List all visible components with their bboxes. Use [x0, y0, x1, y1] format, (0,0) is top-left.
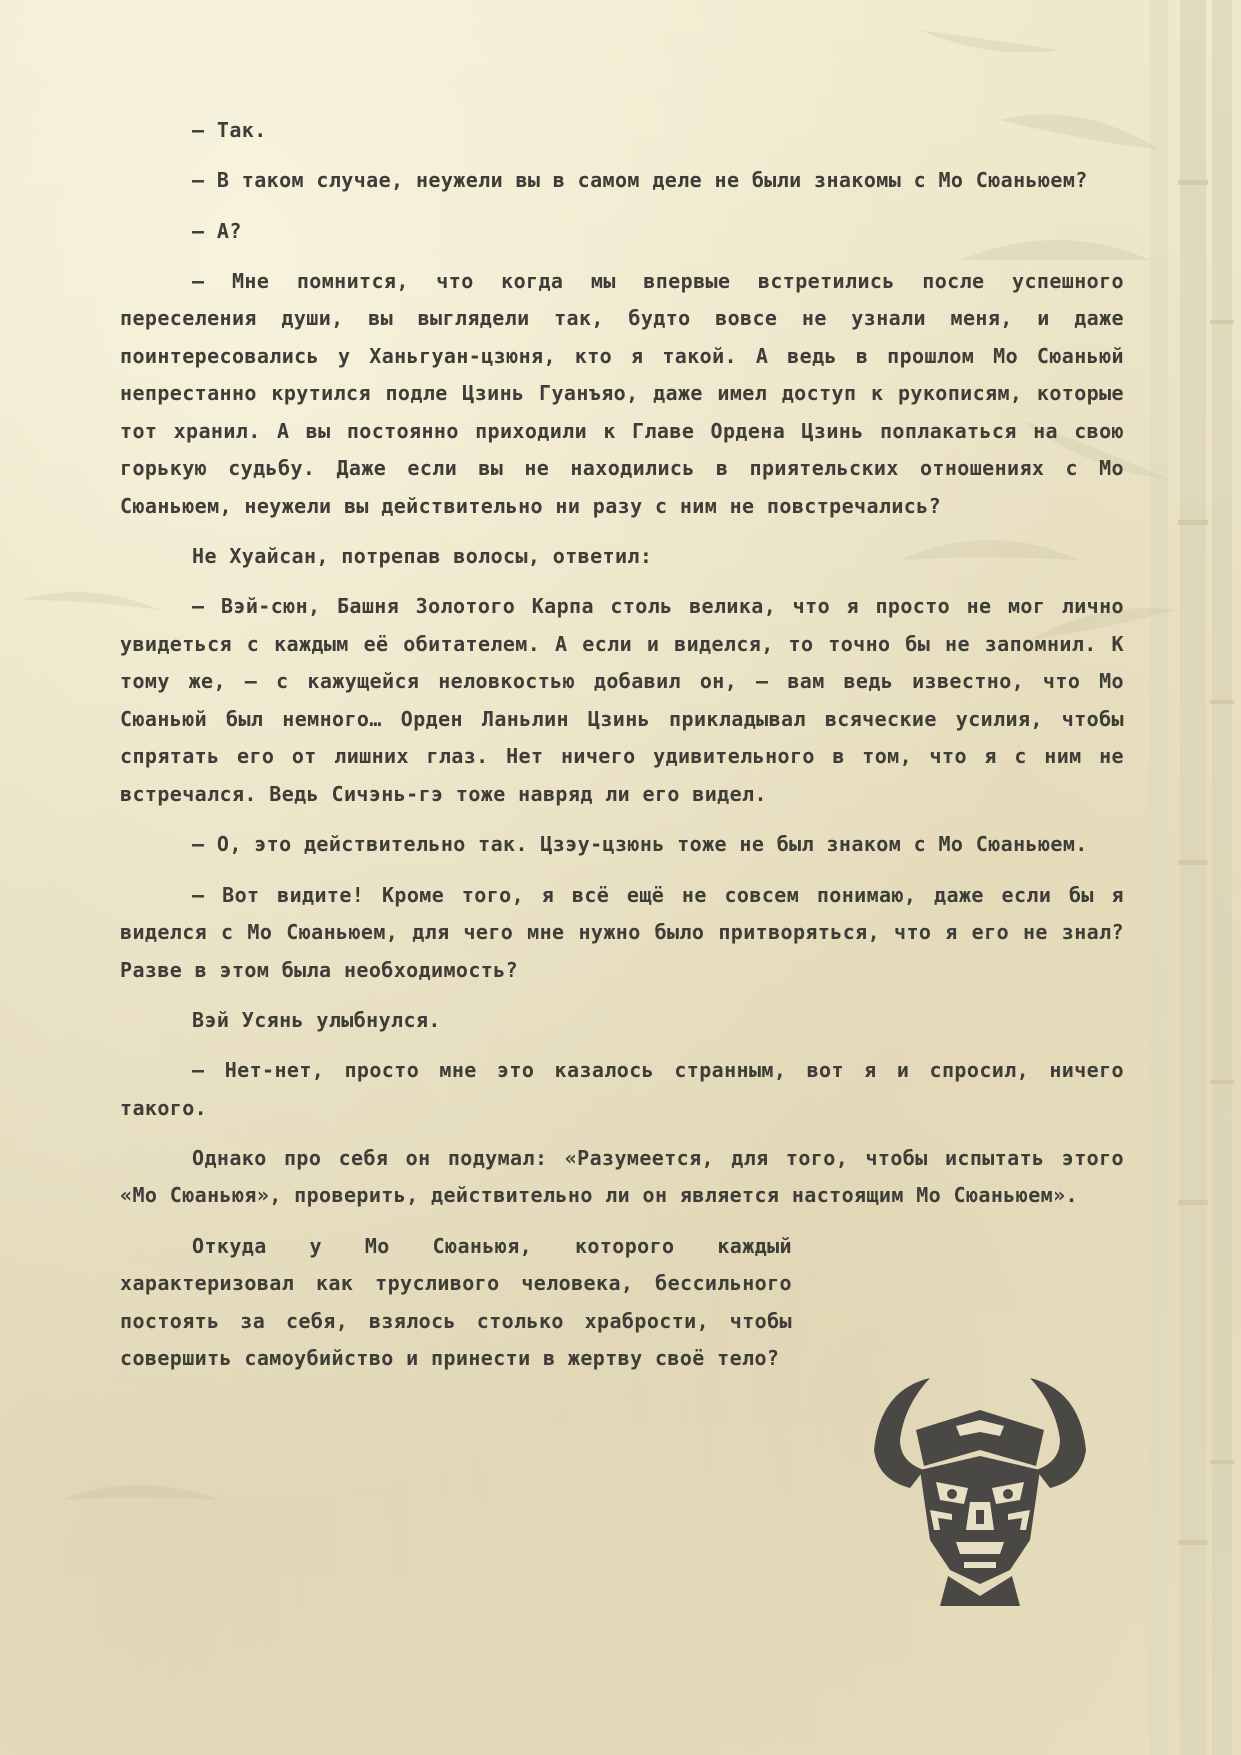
paragraph-5: Не Хуайсан, потрепав волосы, ответил:: [192, 544, 653, 569]
text-body: [120, 112, 1124, 1391]
paragraph-4: — Мне помнится, что когда мы впервые встретились после успешного переселения души, вы выглядели так, будто вовсе не узнали меня, и даже поинтересовались у Ханьгуан-цзюня, кто я такой. А ведь в прошлом Мо Сюаньюй непрестанно крутился подле Цзинь Гуанъяо, даже имел доступ к рукописям, которые тот хранил. А вы постоянно приходили к Главе Ордена Цзинь поплакаться на свою горькую судьбу. Даже если вы не находились в приятельских отношениях с Мо Сюаньюем, неужели вы действительно ни разу с ним не повстречались?: [120, 268, 1124, 518]
paragraph-1: — Так.: [192, 118, 267, 142]
paragraph-8: — Вот видите! Кроме того, я всё ещё не совсем понимаю, даже если бы я виделся с Мо Сюаньюем, для чего мне нужно было притворяться, что я его не знал? Разве в этом была необходимость?: [120, 882, 1124, 982]
paragraph-12: Откуда у Мо Сюаньюя, которого каждый характеризовал как трусливого человека, бессильного постоять за себя, взялось столько храбрости, чтобы совершить самоубийство и принести в жертву своё тело?: [120, 1233, 792, 1371]
paragraph-7: — О, это действительно так. Цзэу-цзюнь тоже не был знаком с Мо Сюаньюем.: [192, 832, 1088, 857]
paragraph-9: Вэй Усянь улыбнулся.: [192, 1007, 441, 1032]
paragraph-2: — В таком случае, неужели вы в самом деле не были знакомы с Мо Сюаньюем?: [192, 168, 1088, 193]
paragraph-6: — Вэй-сюн, Башня Золотого Карпа столь велика, что я просто не мог лично увидеться с каждым её обитателем. А если и виделся, то точно бы не запомнил. К тому же, — с кажущейся неловкостью добавил он, — вам ведь известно, что Мо Сюаньюй был немного… Орден Ланьлин Цзинь прикладывал всяческие усилия, чтобы спрятать его от лишних глаз. Нет ничего удивительного в том, что я с ним не встречался. Ведь Сичэнь-гэ тоже навряд ли его видел.: [120, 594, 1124, 806]
ox-mask-emblem: [860, 1370, 1100, 1610]
paragraph-10: — Нет-нет, просто мне это казалось странным, вот я и спросил, ничего такого.: [120, 1058, 1124, 1120]
paragraph-11: Однако про себя он подумал: «Разумеется, для того, чтобы испытать этого «Мо Сюаньюя», проверить, действительно ли он является настоящим Мо Сюаньюем».: [120, 1145, 1124, 1208]
paragraph-3: — А?: [192, 218, 242, 243]
